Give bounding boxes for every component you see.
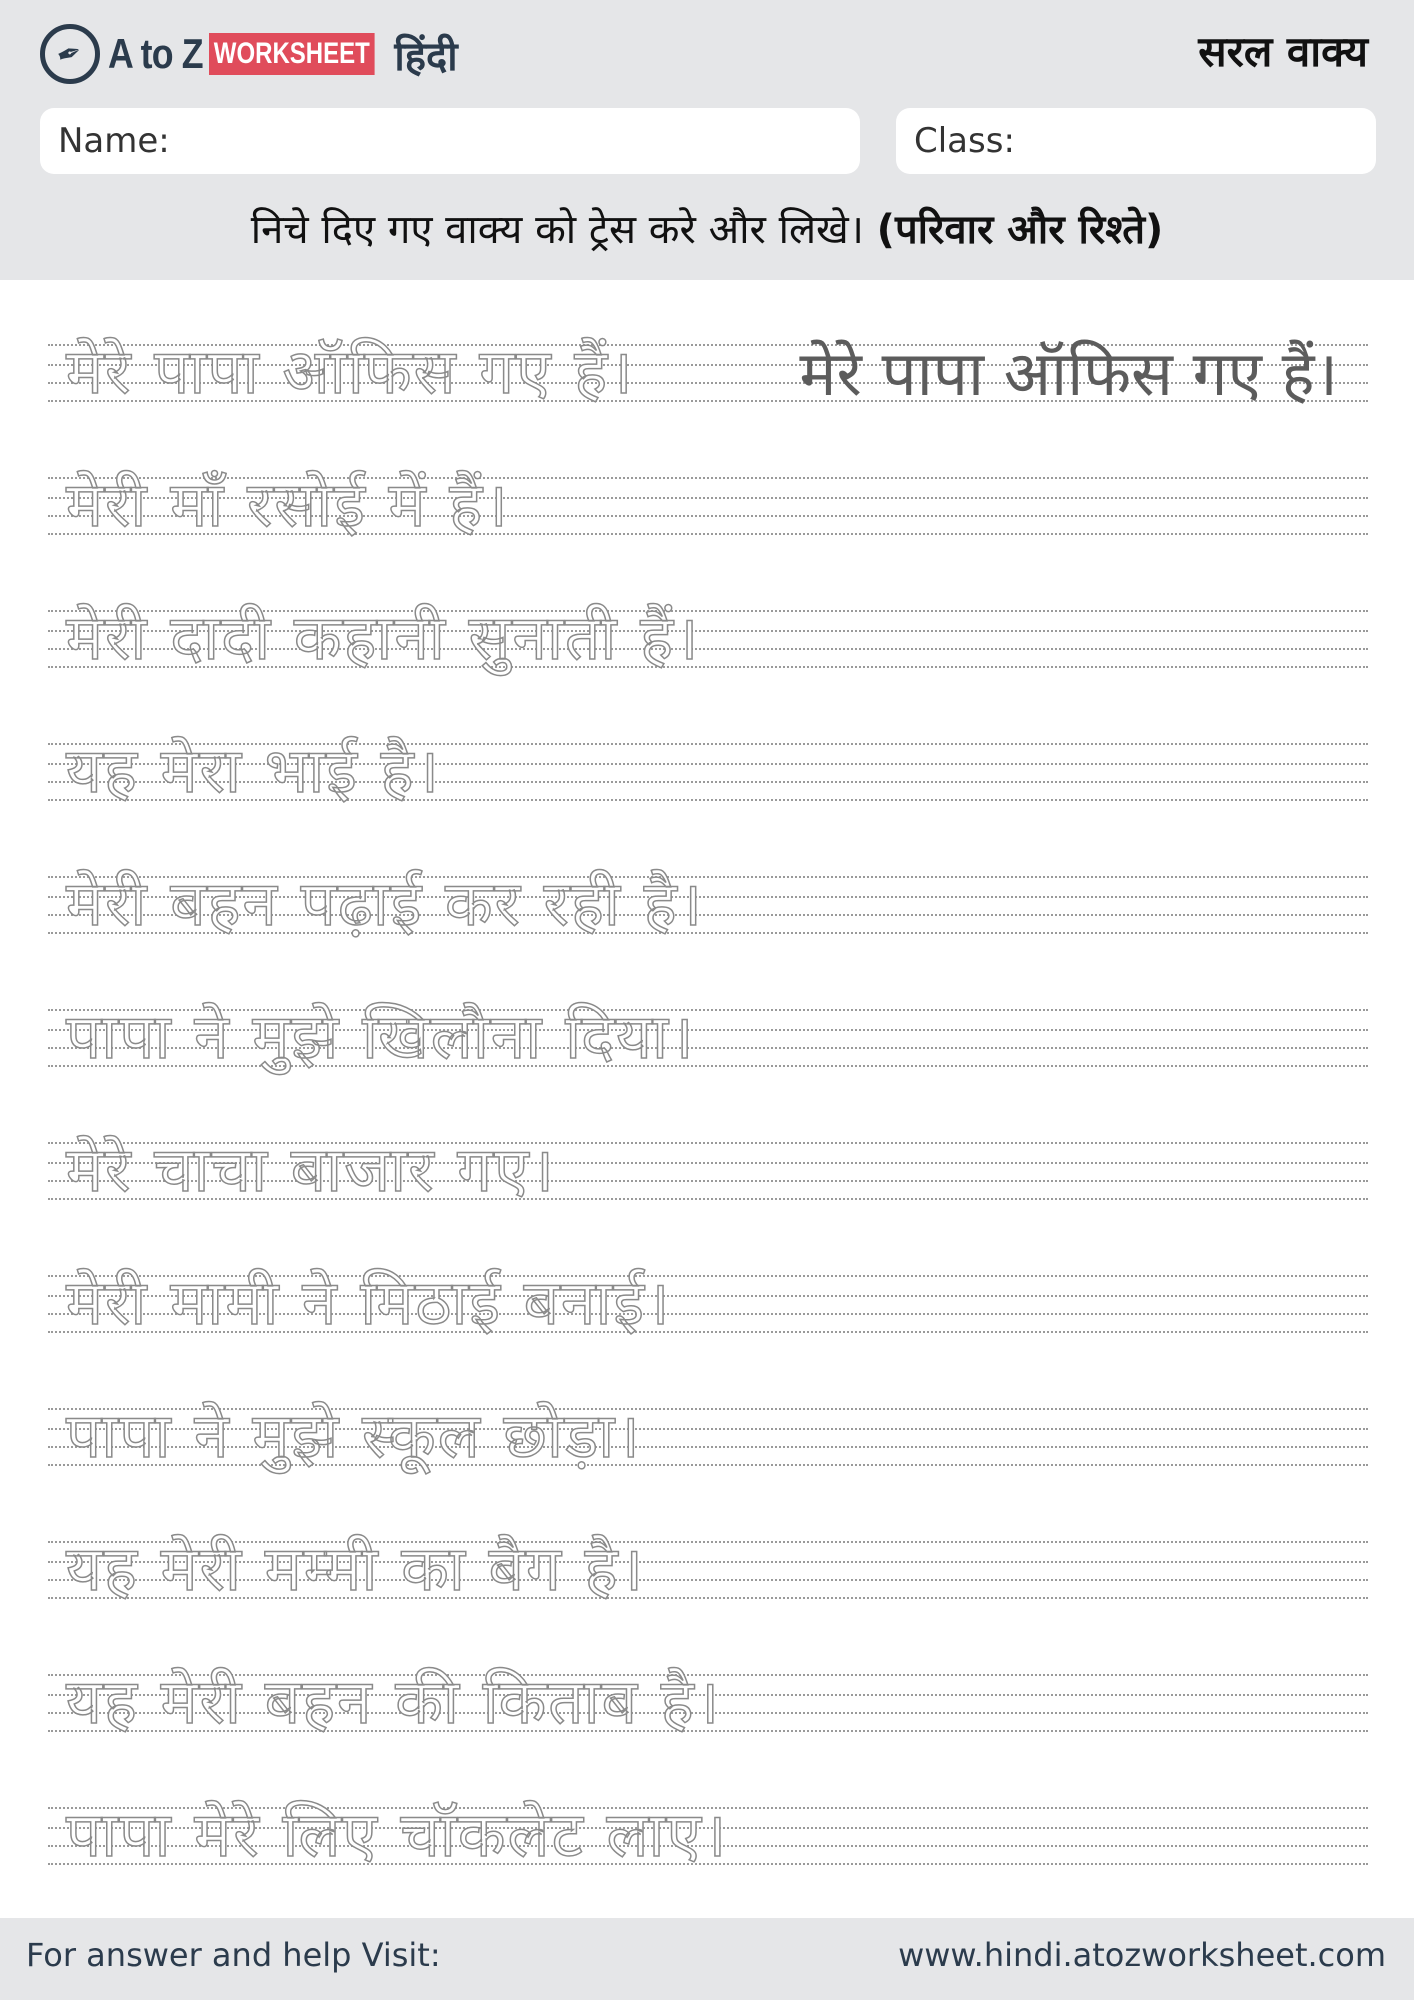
sample-sentence: मेरे पापा ऑफिस गए हैं। xyxy=(799,337,1338,410)
class-label: Class: xyxy=(914,121,1015,161)
tracing-row[interactable] xyxy=(48,852,1368,948)
tracing-row[interactable] xyxy=(48,1650,1368,1746)
footer-website-link[interactable]: www.hindi.atozworksheet.com xyxy=(898,1936,1386,1974)
trace-sentence: मेरे पापा ऑफिस गए हैं। xyxy=(66,335,635,408)
name-field[interactable] xyxy=(40,108,860,174)
tracing-row[interactable] xyxy=(48,320,1368,416)
trace-sentence: पापा ने मुझे खिलौना दिया। xyxy=(66,1000,696,1073)
trace-sentence: यह मेरा भाई है। xyxy=(66,734,442,807)
trace-sentence: यह मेरी मम्मी का बैग है। xyxy=(66,1532,646,1605)
instruction-main: निचे दिए गए वाक्य को ट्रेस करे और लिखे। xyxy=(250,207,864,253)
worksheet-header xyxy=(0,0,1414,280)
tracing-row[interactable] xyxy=(48,586,1368,682)
tracing-row[interactable] xyxy=(48,1118,1368,1214)
class-field[interactable] xyxy=(896,108,1376,174)
brand-hindi-text: हिंदी xyxy=(394,33,458,80)
tracing-row[interactable] xyxy=(48,1783,1368,1879)
trace-sentence: मेरे चाचा बाजार गए। xyxy=(66,1133,556,1206)
trace-sentence: मेरी बहन पढ़ाई कर रही है। xyxy=(66,867,705,940)
brand-worksheet-badge: WORKSHEET xyxy=(209,33,375,75)
trace-sentence: पापा ने मुझे स्कूल छोड़ा। xyxy=(66,1399,642,1472)
trace-sentence: पापा मेरे लिए चॉकलेट लाए। xyxy=(66,1798,729,1871)
pen-logo-icon: ✒ xyxy=(40,24,100,84)
tracing-row[interactable] xyxy=(48,719,1368,815)
tracing-row[interactable] xyxy=(48,453,1368,549)
name-label: Name: xyxy=(58,121,170,161)
brand-logo-group xyxy=(40,22,458,86)
tracing-row[interactable] xyxy=(48,1251,1368,1347)
tracing-row[interactable] xyxy=(48,985,1368,1081)
brand-atoz-text: A to Z xyxy=(108,30,203,77)
trace-sentence: यह मेरी बहन की किताब है। xyxy=(66,1665,722,1738)
trace-sentence: मेरी मामी ने मिठाई बनाई। xyxy=(66,1266,672,1339)
tracing-row[interactable] xyxy=(48,1517,1368,1613)
footer-help-text: For answer and help Visit: xyxy=(26,1936,441,1974)
worksheet-topic: सरल वाक्य xyxy=(1198,27,1368,76)
trace-sentence: मेरी दादी कहानी सुनाती हैं। xyxy=(66,601,701,674)
instruction-category: (परिवार और रिश्ते) xyxy=(876,207,1164,253)
tracing-row[interactable] xyxy=(48,1384,1368,1480)
instruction-text xyxy=(0,200,1414,255)
trace-sentence: मेरी माँ रसोई में हैं। xyxy=(66,468,510,541)
worksheet-footer xyxy=(0,1918,1414,2000)
